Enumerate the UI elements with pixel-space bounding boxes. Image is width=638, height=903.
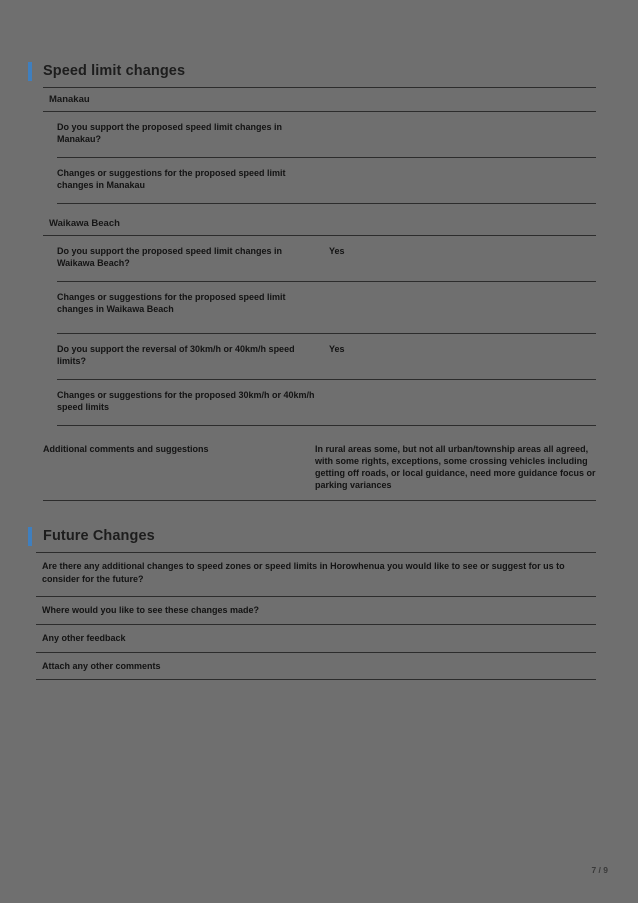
table-row [57, 158, 596, 204]
group-label-waikawa-beach: Waikawa Beach [43, 212, 596, 236]
group-additional-comments [43, 434, 596, 502]
section-heading-future-changes [28, 527, 596, 546]
question-label: Do you support the proposed speed limit changes in Manakau? [57, 121, 283, 145]
table-row [43, 434, 596, 502]
group-manakau [43, 88, 596, 204]
question-label: Changes or suggestions for the proposed speed limit changes in Manakau [57, 167, 286, 191]
answer-value [329, 291, 596, 324]
list-item: Where would you like to see these changes made? [36, 597, 596, 625]
group-label-manakau: Manakau [43, 88, 596, 112]
answer-value [329, 167, 596, 194]
accent-bar [28, 527, 32, 546]
table-row [57, 282, 596, 334]
page-number: 7 / 9 [591, 865, 608, 875]
list-item: Any other feedback [36, 625, 596, 653]
question-label: Do you support the reversal of 30km/h or 40km/h speed limits? [57, 343, 295, 366]
list-item: Are there any additional changes to speed zones or speed limits in Horowhenua you would like to see or suggest for us to consider for the future? [36, 553, 596, 597]
section-title-future-changes: Future Changes [43, 527, 155, 544]
question-label: Additional comments and suggestions [43, 443, 209, 454]
table-row [57, 236, 596, 282]
question-label: Changes or suggestions for the proposed speed limit changes in Waikawa Beach [57, 291, 286, 314]
answer-value [329, 121, 596, 148]
page-title: Speed limit changes [43, 62, 186, 79]
section-heading-speed-limit-changes [28, 62, 596, 81]
answer-value: Yes [329, 245, 345, 256]
table-row [57, 334, 596, 380]
question-label: Changes or suggestions for the proposed 30km/h or 40km/h speed limits [57, 389, 315, 412]
document-content [28, 62, 596, 680]
spacer [28, 426, 596, 434]
spacer [28, 501, 596, 527]
answer-value: Yes [329, 343, 345, 354]
answer-value [329, 389, 596, 416]
list-item: Attach any other comments [36, 653, 596, 681]
table-row [57, 380, 596, 426]
table-row [57, 112, 596, 158]
accent-bar [28, 62, 32, 81]
answer-value: In rural areas some, but not all urban/township areas all agreed, with some rights, exceptions, some crossing vehicles including getting off roads, or local guidance, need more guidance focus or parking variances [315, 443, 596, 491]
question-label: Do you support the proposed speed limit changes in Waikawa Beach? [57, 245, 283, 268]
spacer [28, 204, 596, 212]
group-waikawa-beach [43, 212, 596, 426]
